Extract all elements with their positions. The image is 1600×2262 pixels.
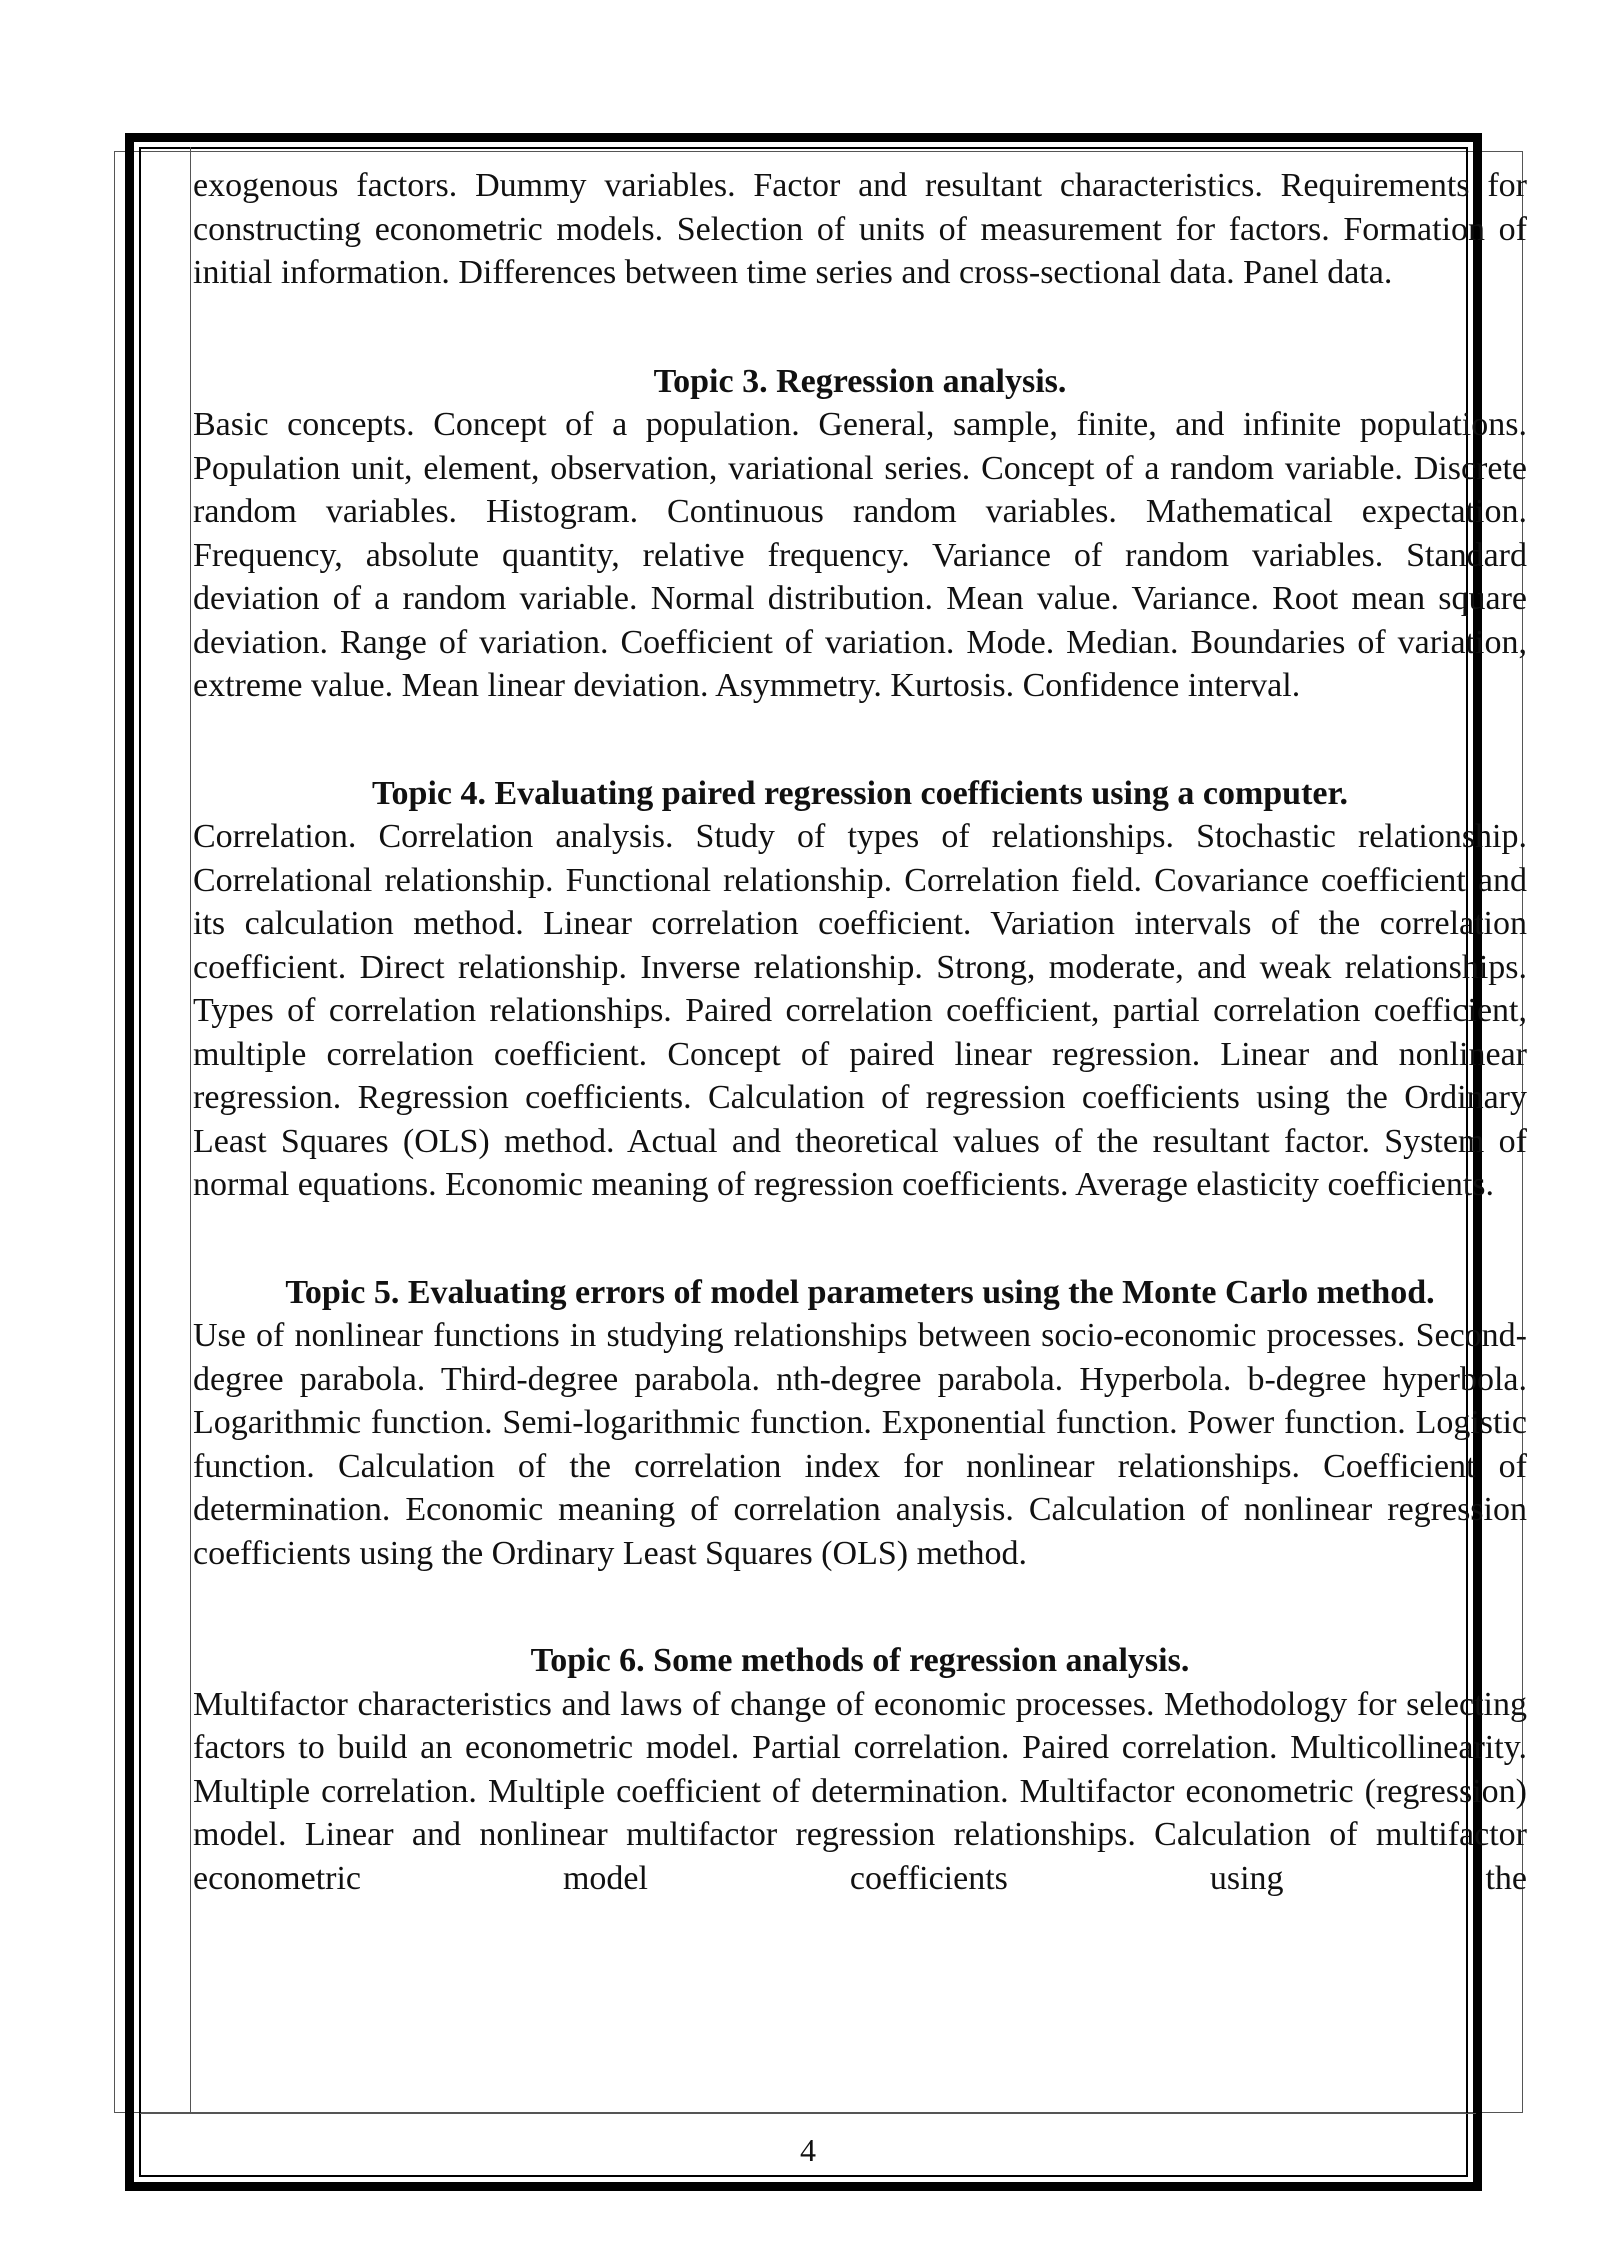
topic-4-title: Topic 4. Evaluating paired regression coefficients using a computer.: [372, 774, 1348, 812]
footer-separator: [140, 2113, 1476, 2114]
page-number: 4: [800, 2132, 816, 2168]
document-body: [193, 164, 1527, 1900]
section-gap: [193, 708, 1527, 772]
topic-5-body: Use of nonlinear functions in studying relationships between socio-economic processes. Second-degree parabola. Third-degree parabola. nth-degree parabola. Hyperbola. b-degree hyperbola. Logarithmic function. Semi-logarithmic function. Exponential function. Power function. Logistic function. Calculation of the correlation index for nonlinear relationships. Coefficient of determination. Economic meaning of correlation analysis. Calculation of nonlinear regression coefficients using the Ordinary Least Squares (OLS) method.: [193, 1317, 1527, 1572]
section-gap: [193, 295, 1527, 360]
topic-3-body: Basic concepts. Concept of a population. General, sample, finite, and infinite populations. Population unit, element, observation, variational series. Concept of a random variable. Discrete random variables. Histogram. Continuous random variables. Mathematical expectation. Frequency, absolute quantity, relative frequency. Variance of random variables. Standard deviation of a random variable. Normal distribution. Mean value. Variance. Root mean square deviation. Range of variation. Coefficient of variation. Mode. Median. Boundaries of variation, extreme value. Mean linear deviation. Asymmetry. Kurtosis. Confidence interval.: [193, 406, 1527, 704]
topic-6-body: Multifactor characteristics and laws of change of economic processes. Methodology for selecting factors to build an econometric model. Partial correlation. Paired correlation. Multicollinearity. Multiple correlation. Multiple coefficient of determination. Multifactor econometric (regression) model. Linear and nonlinear multifactor regression relationships. Calculation of multifactor econometric model coefficients using the: [193, 1685, 1527, 1897]
topic-6-title: Topic 6. Some methods of regression analysis.: [530, 1642, 1190, 1679]
topic-3-title: Topic 3. Regression analysis.: [653, 362, 1067, 400]
intro-paragraph: exogenous factors. Dummy variables. Factor and resultant characteristics. Requirements for constructing econometric models. Selection of units of measurement for factors. Formation of initial information. Differences between time series and cross-sectional data. Panel data.: [193, 167, 1527, 291]
section-gap: [193, 1207, 1527, 1271]
topic-5-title: Topic 5. Evaluating errors of model parameters using the Monte Carlo method.: [285, 1273, 1435, 1311]
left-margin-line: [190, 147, 191, 2112]
topic-4-body: Correlation. Correlation analysis. Study of types of relationships. Stochastic relationship. Correlational relationship. Functional relationship. Correlation field. Covariance coefficient and its calculation method. Linear correlation coefficient. Variation intervals of the correlation coefficient. Direct relationship. Inverse relationship. Strong, moderate, and weak relationships. Types of correlation relationships. Paired correlation coefficient, partial correlation coefficient, multiple correlation coefficient. Concept of paired linear regression. Linear and nonlinear regression. Regression coefficients. Calculation of regression coefficients using the Ordinary Least Squares (OLS) method. Actual and theoretical values of the resultant factor. System of normal equations. Economic meaning of regression coefficients. Average elasticity coefficients.: [193, 818, 1527, 1203]
section-gap: [193, 1575, 1527, 1639]
